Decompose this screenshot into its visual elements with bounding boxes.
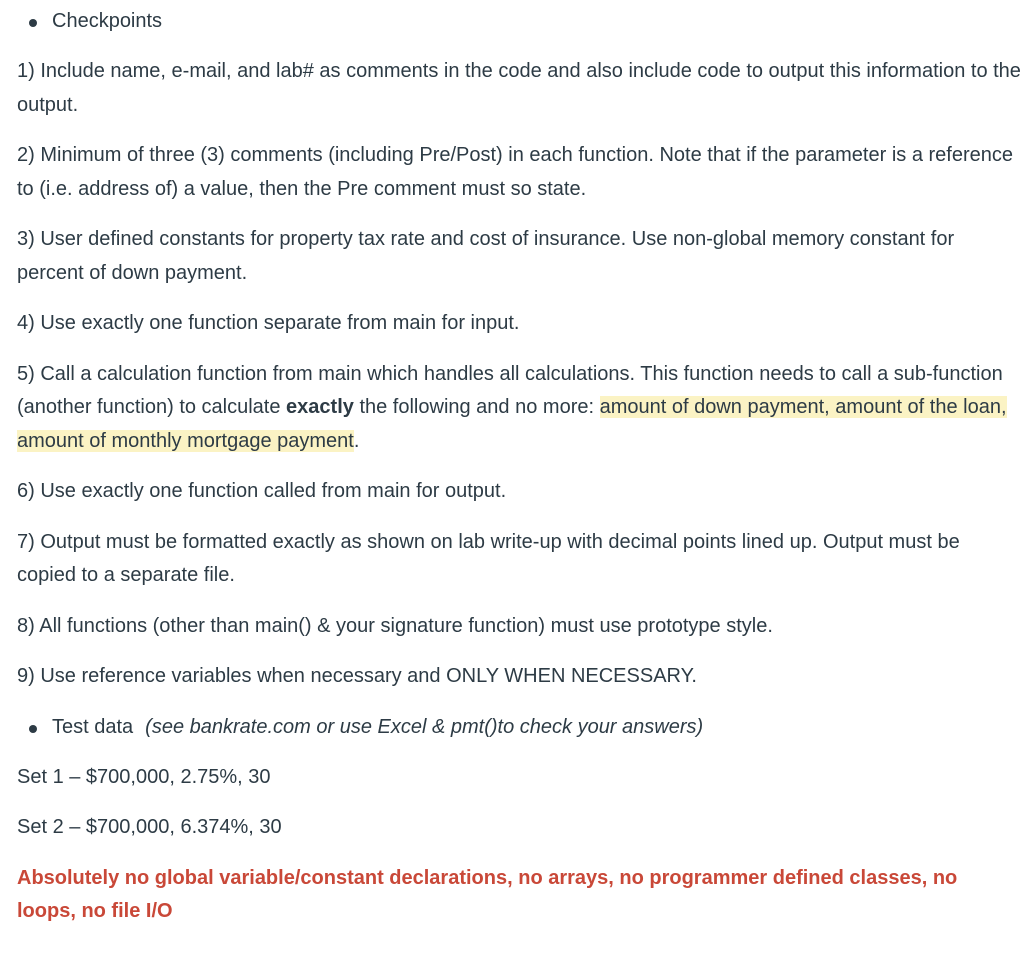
bullet-dot [29,725,37,733]
checkpoint-5-end: . [353,429,360,452]
checkpoint-5-highlight: amount of down payment, amount of the loan, amount of monthly mortgage payment [17,396,1007,452]
test-data-heading: Test data [52,715,134,738]
checkpoint-5 [17,358,1021,459]
test-data-note: (see bankrate.com or use Excel & pmt()to check your answers) [145,715,704,738]
checkpoint-9: 9) Use reference variables when necessary and ONLY WHEN NECESSARY. [17,665,697,687]
test-set-2: Set 2 – $700,000, 6.374%, 30 [17,816,282,838]
assignment-content [17,0,1021,929]
checkpoint-5-bold: exactly [286,396,354,418]
checkpoint-8: 8) All functions (other than main() & your signature function) must use prototype style. [17,614,773,637]
checkpoints-heading: Checkpoints [52,10,163,32]
checkpoint-1: 1) Include name, e-mail, and lab# as comments in the code and also include code to output this information to the output. [17,60,1021,116]
test-data-bullet [17,711,1021,744]
test-set-1: Set 1 – $700,000, 2.75%, 30 [17,765,271,788]
restriction-warning: Absolutely no global variable/constant declarations, no arrays, no programmer defined classes, no loops, no file I/O [17,866,958,922]
checkpoint-3: 3) User defined constants for property tax rate and cost of insurance. Use non-global memory constant for percent of down payment. [17,228,955,284]
checkpoint-5-text-b: the following and no more: [353,396,600,418]
checkpoint-2: 2) Minimum of three (3) comments (including Pre/Post) in each function. Note that if the parameter is a reference to (i.e. address of) a value, then the Pre comment must so state. [17,144,1013,200]
checkpoint-4: 4) Use exactly one function separate from main for input. [17,312,520,334]
checkpoint-7: 7) Output must be formatted exactly as shown on lab write-up with decimal points lined up. Output must be copied to a separate file. [17,530,960,586]
bullet-dot [29,19,37,27]
checkpoint-5-text-a: 5) Call a calculation function from main which handles all calculations. This function needs to call a sub-function (another function) to calculate [17,362,1003,418]
checkpoint-6: 6) Use exactly one function called from main for output. [17,480,507,502]
checkpoints-bullet [17,5,1021,38]
